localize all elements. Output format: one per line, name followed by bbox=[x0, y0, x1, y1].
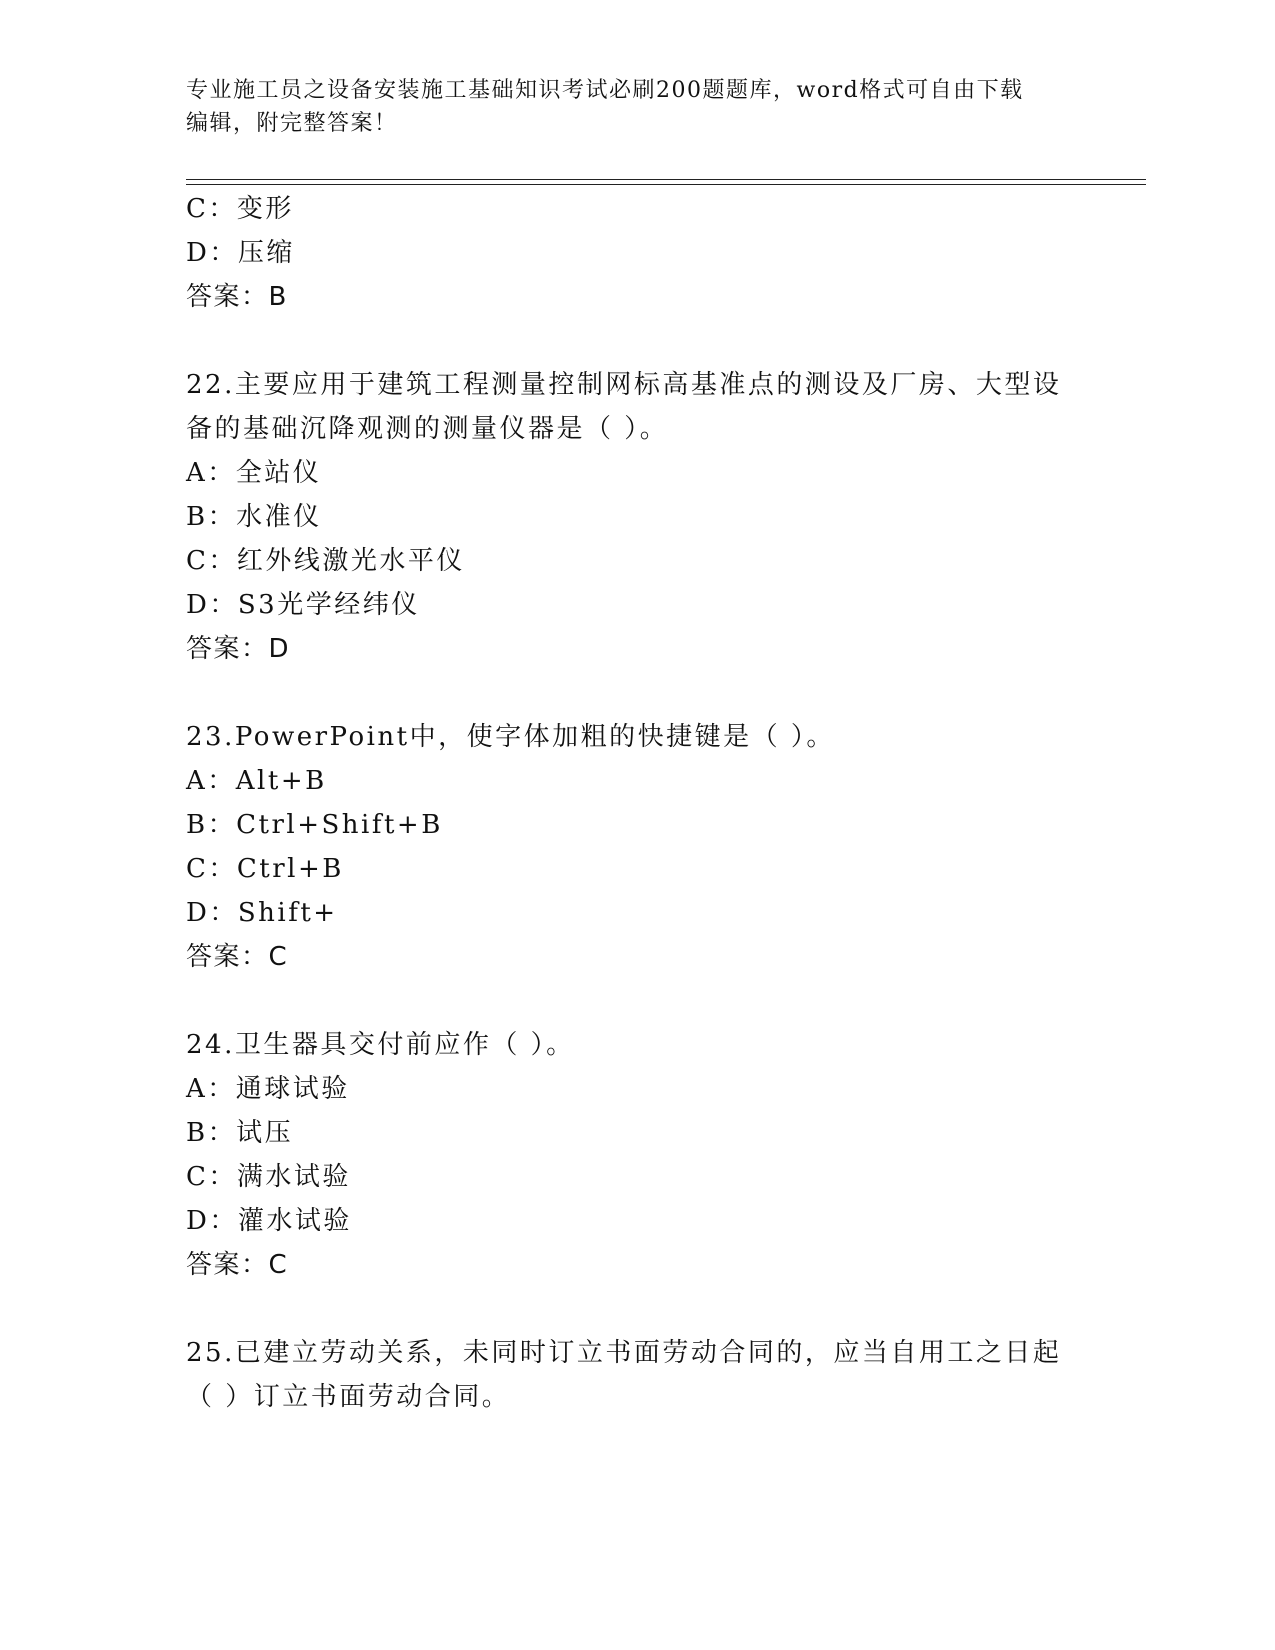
q21-option-d: D：压缩 bbox=[186, 238, 295, 268]
q23-option-c: C：Ctrl+B bbox=[186, 854, 344, 884]
q23-answer: 答案：C bbox=[186, 942, 289, 972]
q23-option-b: B：Ctrl+Shift+B bbox=[186, 810, 443, 840]
q24-option-a: A：通球试验 bbox=[186, 1074, 350, 1104]
q22-answer: 答案：D bbox=[186, 634, 291, 664]
q21-answer: 答案：B bbox=[186, 282, 288, 312]
header-line-1: 专业施工员之设备安装施工基础知识考试必刷200题题库，word格式可自由下载 bbox=[186, 78, 1024, 103]
q24-option-b: B：试压 bbox=[186, 1118, 294, 1148]
q21-option-c: C：变形 bbox=[186, 194, 294, 224]
q22-stem-line-2: 备的基础沉降观测的测量仪器是（ ）。 bbox=[186, 414, 669, 444]
header-line-2: 编辑，附完整答案！ bbox=[186, 111, 398, 136]
q24-stem: 24.卫生器具交付前应作（ ）。 bbox=[186, 1030, 575, 1060]
q25-stem-line-2: （ ）订立书面劳动合同。 bbox=[186, 1382, 511, 1412]
q22-option-c: C：红外线激光水平仪 bbox=[186, 546, 465, 576]
q24-answer: 答案：C bbox=[186, 1250, 289, 1280]
document-header bbox=[186, 74, 1086, 140]
q24-option-c: C：满水试验 bbox=[186, 1162, 351, 1192]
header-divider-bottom bbox=[186, 184, 1146, 185]
q25-stem-line-1: 25.已建立劳动关系，未同时订立书面劳动合同的，应当自用工之日起 bbox=[186, 1338, 1062, 1368]
q22-option-a: A：全站仪 bbox=[186, 458, 322, 488]
q22-option-b: B：水准仪 bbox=[186, 502, 322, 532]
q23-option-a: A：Alt+B bbox=[186, 766, 327, 796]
q23-stem: 23.PowerPoint中，使字体加粗的快捷键是（ ）。 bbox=[186, 722, 835, 752]
q22-option-d: D：S3光学经纬仪 bbox=[186, 590, 420, 620]
q22-stem-line-1: 22.主要应用于建筑工程测量控制网标高基准点的测设及厂房、大型设 bbox=[186, 370, 1062, 400]
q23-option-d: D：Shift+ bbox=[186, 898, 338, 928]
q24-option-d: D：灌水试验 bbox=[186, 1206, 352, 1236]
header-divider-top bbox=[186, 179, 1146, 180]
